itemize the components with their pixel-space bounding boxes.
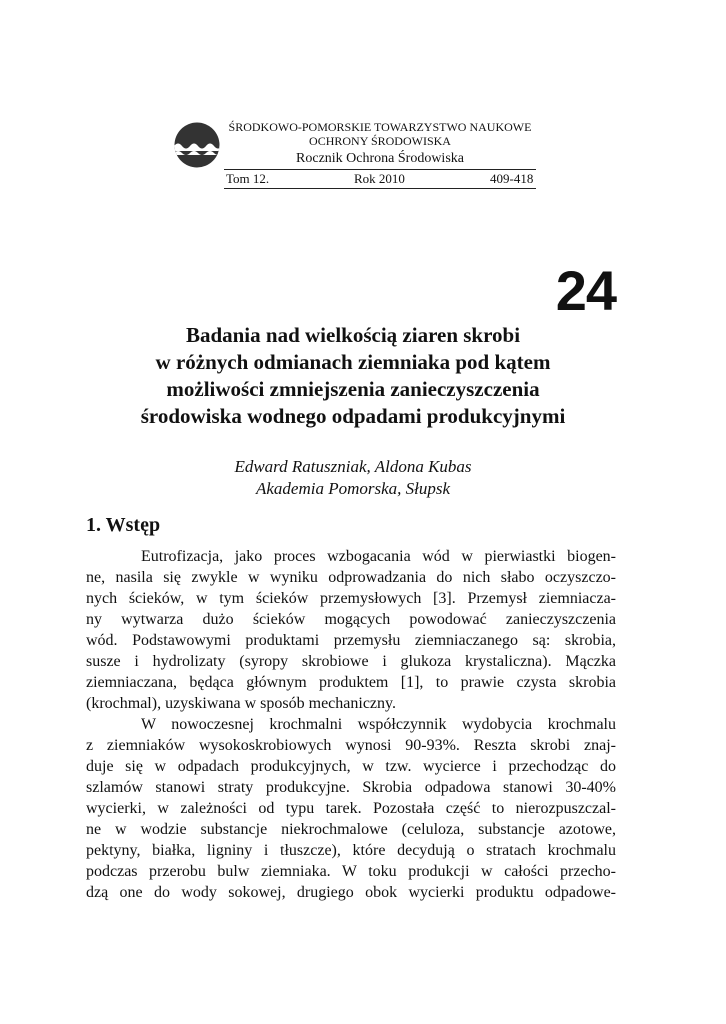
- volume: Tom 12.: [226, 171, 270, 186]
- year: Rok 2010: [354, 171, 405, 186]
- affiliation: Akademia Pomorska, Słupsk: [255, 479, 451, 498]
- text-line: wycierki, w zależności od typu tarek. Pozostała część to nierozpuszczal-: [86, 800, 616, 817]
- header-rule-bottom: [224, 188, 536, 189]
- text-line: podczas przerobu bulw ziemniaka. W toku produkcji w całości przecho-: [86, 863, 616, 880]
- title-line: w różnych odmianach ziemniaka pod kątem: [155, 350, 551, 374]
- page-range: 409-418: [490, 171, 534, 186]
- paper-title: [60, 322, 646, 430]
- text-line: (krochmal), uzyskiwana w sposób mechaniczny.: [86, 695, 396, 712]
- text-line: ziemniaczana, będąca głównym produktem [1], to prawie czysta skrobia: [86, 674, 616, 691]
- text-line: duje się w odpadach produkcyjnych, w tzw. wycierce i przechodząc do: [86, 758, 616, 775]
- section-heading: 1. Wstęp: [86, 514, 161, 536]
- text-line: ne w wodzie substancje niekrochmalowe (celuloza, substancje azotowe,: [86, 821, 616, 838]
- text-line: z ziemniaków wysokoskrobiowych wynosi 90-93%. Reszta skrobi znaj-: [86, 737, 616, 754]
- society-name: [224, 120, 536, 148]
- text-line: susze i hydrolizaty (syropy skrobiowe i glukoza krystaliczna). Mączka: [86, 653, 616, 670]
- text-line: W nowoczesnej krochmalni współczynnik wydobycia krochmalu: [141, 716, 616, 733]
- title-line: Badania nad wielkością ziaren skrobi: [185, 323, 521, 347]
- title-line: środowiska wodnego odpadami produkcyjnymi: [140, 404, 566, 428]
- text-line: ny wytwarza dużo ścieków mogących powodować zanieczyszczenia: [86, 611, 616, 628]
- society-logo-wave-icon: [174, 122, 220, 168]
- society-line-1: ŚRODKOWO-POMORSKIE TOWARZYSTWO NAUKOWE: [228, 120, 532, 134]
- header-rule-top: [224, 169, 536, 170]
- text-line: szlamów stanowi straty produkcyjne. Skrobia odpadowa stanowi 30-40%: [86, 779, 616, 796]
- body-text: [86, 546, 616, 903]
- text-line: wód. Podstawowymi produktami przemysłu ziemniaczanego są: skrobia,: [86, 632, 616, 649]
- title-line: możliwości zmniejszenia zanieczyszczenia: [166, 377, 540, 401]
- text-line: pektyny, białka, ligniny i tłuszcze), które decydują o stratach krochmalu: [86, 842, 616, 859]
- text-line: dzą one do wody sokowej, drugiego obok wycierki produktu odpadowe-: [86, 884, 616, 901]
- text-line: nych ścieków, w tym ścieków przemysłowych [3]. Przemysł ziemniacza-: [86, 590, 616, 607]
- author-block: [60, 456, 646, 500]
- text-line: ne, nasila się zwykle w wyniku odprowadzania do nich słabo oczyszczo-: [86, 569, 616, 586]
- society-line-2: OCHRONY ŚRODOWISKA: [309, 134, 451, 148]
- authors: Edward Ratuszniak, Aldona Kubas: [234, 457, 472, 476]
- text-line: Eutrofizacja, jako proces wzbogacania wód w pierwiastki biogen-: [141, 548, 616, 565]
- chapter-number: 24: [555, 259, 616, 322]
- journal-name: Rocznik Ochrona Środowiska: [296, 151, 464, 166]
